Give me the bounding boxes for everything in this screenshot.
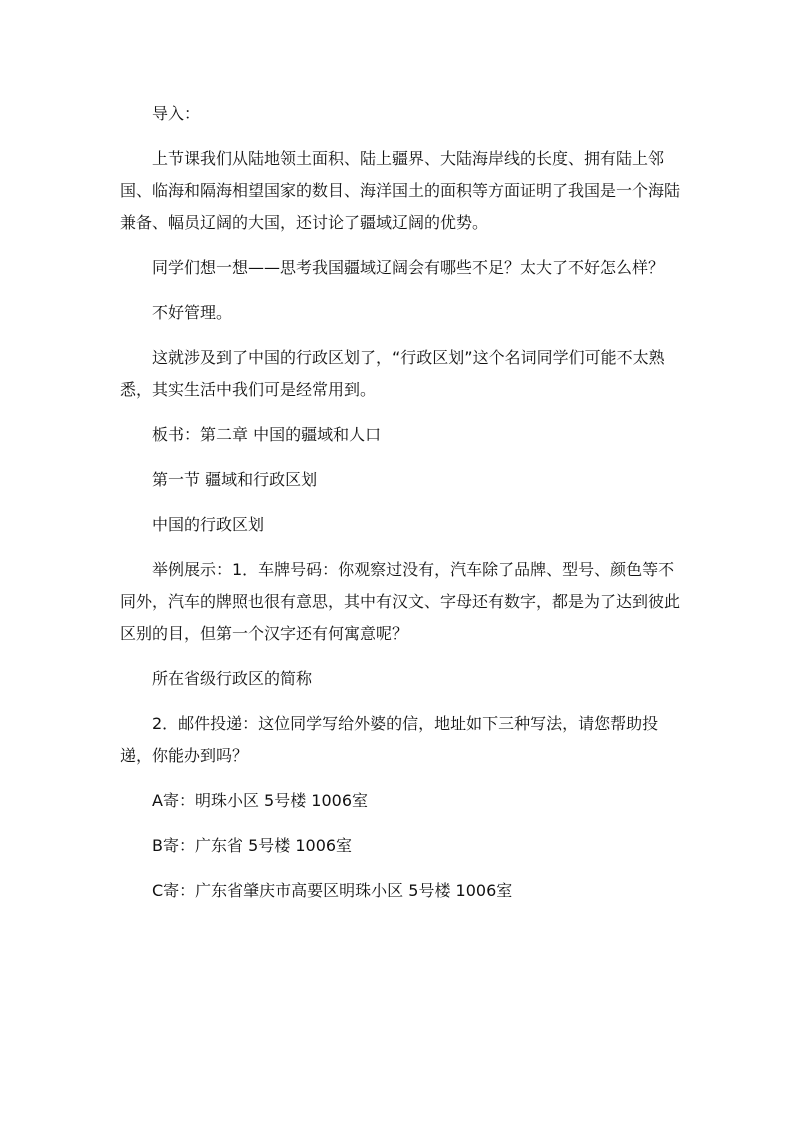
paragraph-intro-heading: 导入： — [152, 104, 201, 123]
paragraph-answer: 不好管理。 — [152, 303, 233, 322]
paragraph-board-chapter: 板书：第二章 中国的疆域和人口 — [152, 425, 382, 444]
paragraph-review: 上节课我们从陆地领土面积、陆上疆界、大陆海岸线的长度、拥有陆上邻国、临海和隔海相望国家的数目、海洋国土的面积等方面证明了我国是一个海陆兼备、幅员辽阔的大国，还讨论了疆域辽阔的优势。 — [120, 149, 681, 232]
paragraph-address-b: B寄：广东省 5号楼 1006室 — [152, 836, 353, 855]
paragraph-license-answer: 所在省级行政区的简称 — [152, 669, 313, 688]
paragraph-board-topic: 中国的行政区划 — [152, 515, 265, 534]
paragraph-question: 同学们想一想——思考我国疆域辽阔会有哪些不足？太大了不好怎么样？ — [152, 258, 665, 277]
paragraph-address-a: A寄：明珠小区 5号楼 1006室 — [152, 791, 369, 810]
paragraph-transition: 这就涉及到了中国的行政区划了，“行政区划”这个名词同学们可能不太熟悉，其实生活中我们可是经常用到。 — [120, 348, 665, 399]
paragraph-example-license-plate: 举例展示：1．车牌号码：你观察过没有，汽车除了品牌、型号、颜色等不同外，汽车的牌照也很有意思，其中有汉文、字母还有数字，都是为了达到彼此区别的目，但第一个汉字还有何寓意呢？ — [120, 560, 681, 643]
document-body — [120, 98, 680, 907]
paragraph-board-section: 第一节 疆域和行政区划 — [152, 470, 318, 489]
paragraph-example-mail: 2．邮件投递：这位同学写给外婆的信，地址如下三种写法，请您帮助投递，你能办到吗？ — [120, 714, 659, 765]
paragraph-address-c: C寄：广东省肇庆市高要区明珠小区 5号楼 1006室 — [152, 881, 513, 900]
